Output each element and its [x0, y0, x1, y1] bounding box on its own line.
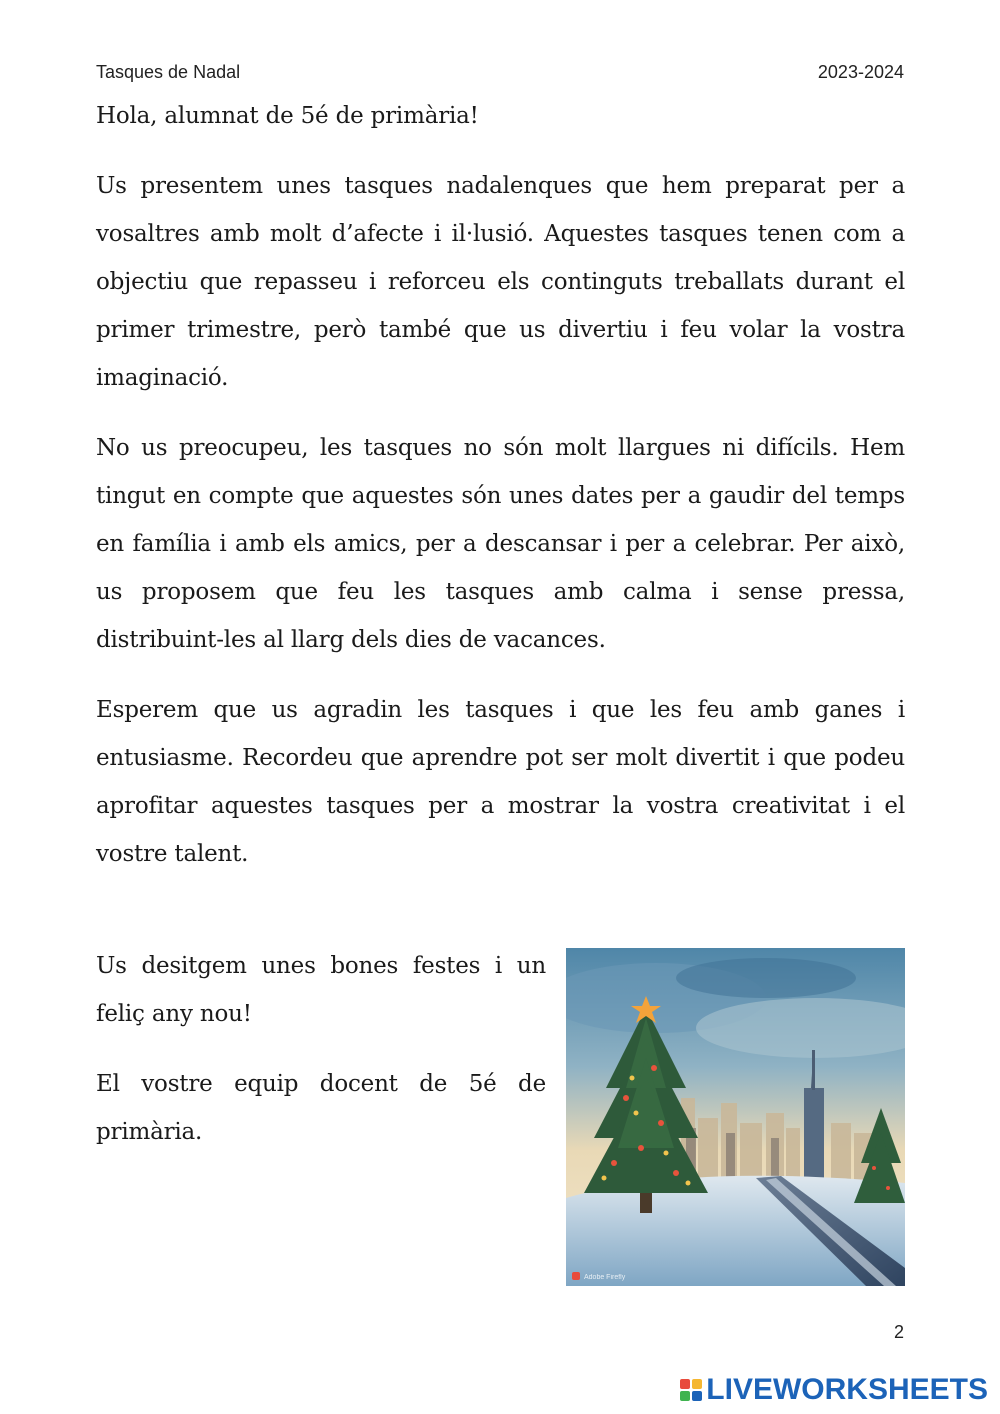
page-header: [96, 60, 904, 84]
letter-closing: [96, 942, 546, 1178]
christmas-city-painting: [566, 948, 905, 1286]
paragraph-encouragement: Esperem que us agradin les tasques i que les feu amb ganes i entusiasme. Recordeu que aprendre pot ser molt divertit i que podeu aprofitar aquestes tasques per a mostrar la vostra creativitat i el vostre talent.: [96, 697, 905, 867]
document-title: Tasques de Nadal: [96, 61, 241, 82]
brand-name: LIVEWORKSHEETS: [706, 1373, 988, 1406]
letter-body: [96, 92, 905, 900]
holiday-wishes: Us desitgem unes bones festes i un feliç any nou!: [96, 953, 546, 1027]
greeting: Hola, alumnat de 5é de primària!: [96, 103, 479, 129]
liveworksheets-logo-icon: [680, 1379, 702, 1401]
school-year: 2023-2024: [817, 61, 904, 82]
paragraph-reassurance: No us preocupeu, les tasques no són molt llargues ni difícils. Hem tingut en compte que aquestes són unes dates per a gaudir del temps en família i amb els amics, per a descansar i per a celebrar. Per això, us proposem que feu les tasques amb calma i sense pressa, distribuint-les al llarg dels dies de vacances.: [96, 435, 905, 653]
signature: El vostre equip docent de 5é de primària.: [96, 1071, 546, 1145]
paragraph-intro: Us presentem unes tasques nadalenques que hem preparat per a vosaltres amb molt d’afecte i il·lusió. Aquestes tasques tenen com a objectiu que repasseu i reforceu els continguts treballats durant el primer trimestre, però també que us divertiu i feu volar la vostra imaginació.: [96, 173, 905, 391]
liveworksheets-brand[interactable]: [680, 1374, 988, 1406]
illustration-watermark: Adobe Firefly: [584, 1274, 626, 1281]
page-number: 2: [893, 1322, 904, 1342]
